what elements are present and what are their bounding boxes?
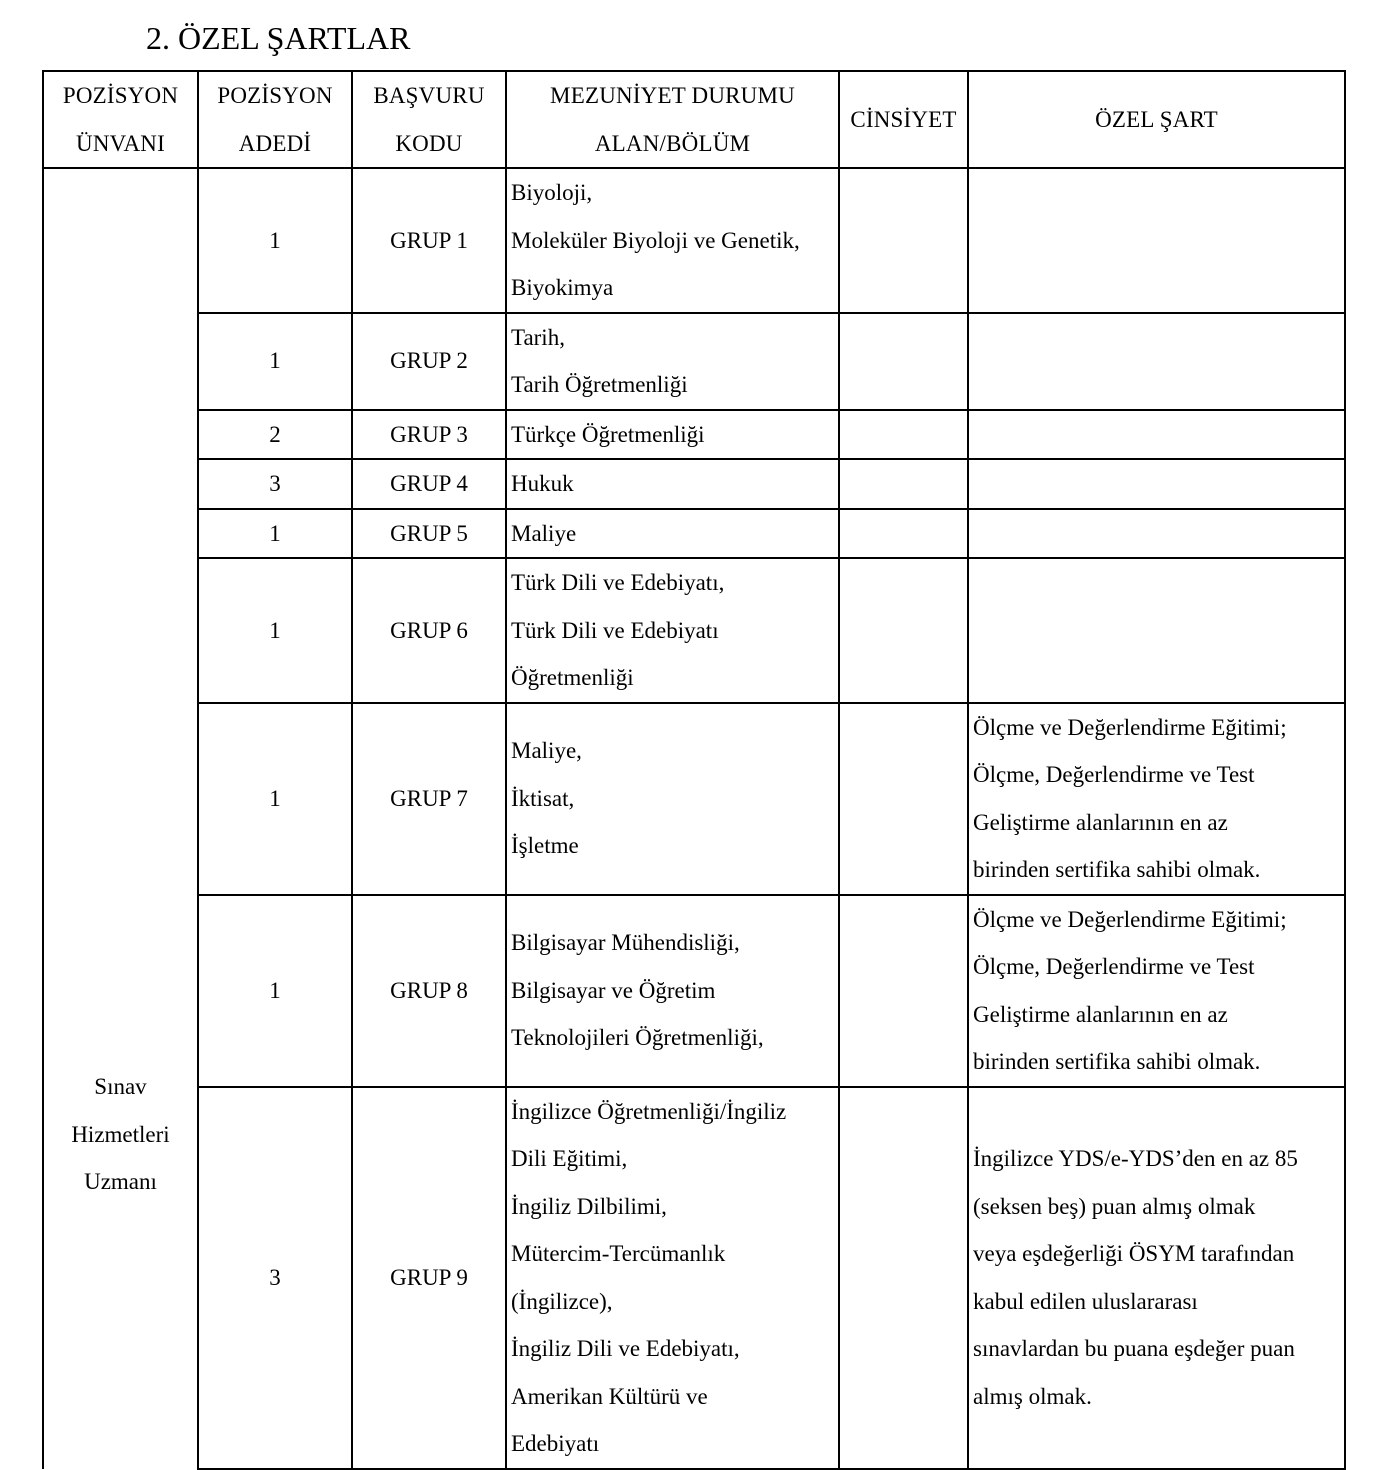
field-cell: Bilgisayar Mühendisliği, Bilgisayar ve Öğretim Teknolojileri Öğretmenliği, <box>506 895 839 1087</box>
code-cell: GRUP 1 <box>352 168 506 313</box>
table-row <box>43 703 1345 895</box>
code-cell: GRUP 2 <box>352 313 506 410</box>
gender-cell <box>839 168 968 313</box>
special-conditions-table <box>42 70 1346 1470</box>
code-cell: GRUP 7 <box>352 703 506 895</box>
field-cell: Maliye <box>506 509 839 559</box>
count-cell: 1 <box>198 895 352 1087</box>
count-cell: 1 <box>198 558 352 703</box>
gender-cell <box>839 558 968 703</box>
gender-cell <box>839 1087 968 1469</box>
count-cell: 3 <box>198 459 352 509</box>
condition-cell <box>968 168 1345 313</box>
condition-cell <box>968 459 1345 509</box>
count-cell: 2 <box>198 410 352 460</box>
table-row <box>43 410 1345 460</box>
code-cell: GRUP 5 <box>352 509 506 559</box>
header-graduation-field: MEZUNİYET DURUMU ALAN/BÖLÜM <box>506 71 839 168</box>
code-cell: GRUP 8 <box>352 895 506 1087</box>
field-cell: Hukuk <box>506 459 839 509</box>
field-cell: Biyoloji, Moleküler Biyoloji ve Genetik, Biyokimya <box>506 168 839 313</box>
count-cell: 1 <box>198 313 352 410</box>
header-gender: CİNSİYET <box>839 71 968 168</box>
code-cell: GRUP 9 <box>352 1087 506 1469</box>
condition-cell <box>968 313 1345 410</box>
field-cell: Tarih, Tarih Öğretmenliği <box>506 313 839 410</box>
gender-cell <box>839 895 968 1087</box>
gender-cell <box>839 313 968 410</box>
gender-cell <box>839 459 968 509</box>
header-position-count: POZİSYON ADEDİ <box>198 71 352 168</box>
table-row <box>43 1087 1345 1469</box>
gender-cell <box>839 410 968 460</box>
count-cell: 1 <box>198 509 352 559</box>
field-cell: Türkçe Öğretmenliği <box>506 410 839 460</box>
table-row <box>43 509 1345 559</box>
count-cell: 1 <box>198 168 352 313</box>
position-title-cell: Sınav Hizmetleri Uzmanı <box>43 168 198 1469</box>
section-heading: 2. ÖZEL ŞARTLAR <box>146 20 411 56</box>
header-position-title: POZİSYON ÜNVANI <box>43 71 198 168</box>
header-application-code: BAŞVURU KODU <box>352 71 506 168</box>
table-row <box>43 168 1345 313</box>
field-cell: İngilizce Öğretmenliği/İngiliz Dili Eğitimi, İngiliz Dilbilimi, Mütercim-Tercümanlık (İngilizce), İngiliz Dili ve Edebiyatı, Amerikan Kültürü ve Edebiyatı <box>506 1087 839 1469</box>
field-cell: Maliye, İktisat, İşletme <box>506 703 839 895</box>
condition-cell <box>968 509 1345 559</box>
count-cell: 1 <box>198 703 352 895</box>
code-cell: GRUP 4 <box>352 459 506 509</box>
table-row <box>43 895 1345 1087</box>
condition-cell: Ölçme ve Değerlendirme Eğitimi; Ölçme, Değerlendirme ve Test Geliştirme alanlarının en az birinden sertifika sahibi olmak. <box>968 703 1345 895</box>
header-row <box>43 71 1345 168</box>
field-cell: Türk Dili ve Edebiyatı, Türk Dili ve Edebiyatı Öğretmenliği <box>506 558 839 703</box>
table-row <box>43 313 1345 410</box>
table-row <box>43 558 1345 703</box>
count-cell: 3 <box>198 1087 352 1469</box>
condition-cell <box>968 558 1345 703</box>
header-special-condition: ÖZEL ŞART <box>968 71 1345 168</box>
condition-cell <box>968 410 1345 460</box>
code-cell: GRUP 6 <box>352 558 506 703</box>
code-cell: GRUP 3 <box>352 410 506 460</box>
gender-cell <box>839 703 968 895</box>
gender-cell <box>839 509 968 559</box>
condition-cell: İngilizce YDS/e-YDS’den en az 85 (seksen beş) puan almış olmak veya eşdeğerliği ÖSYM tarafından kabul edilen uluslararası sınavlardan bu puana eşdeğer puan almış olmak. <box>968 1087 1345 1469</box>
table-row <box>43 459 1345 509</box>
condition-cell: Ölçme ve Değerlendirme Eğitimi; Ölçme, Değerlendirme ve Test Geliştirme alanlarının en az birinden sertifika sahibi olmak. <box>968 895 1345 1087</box>
